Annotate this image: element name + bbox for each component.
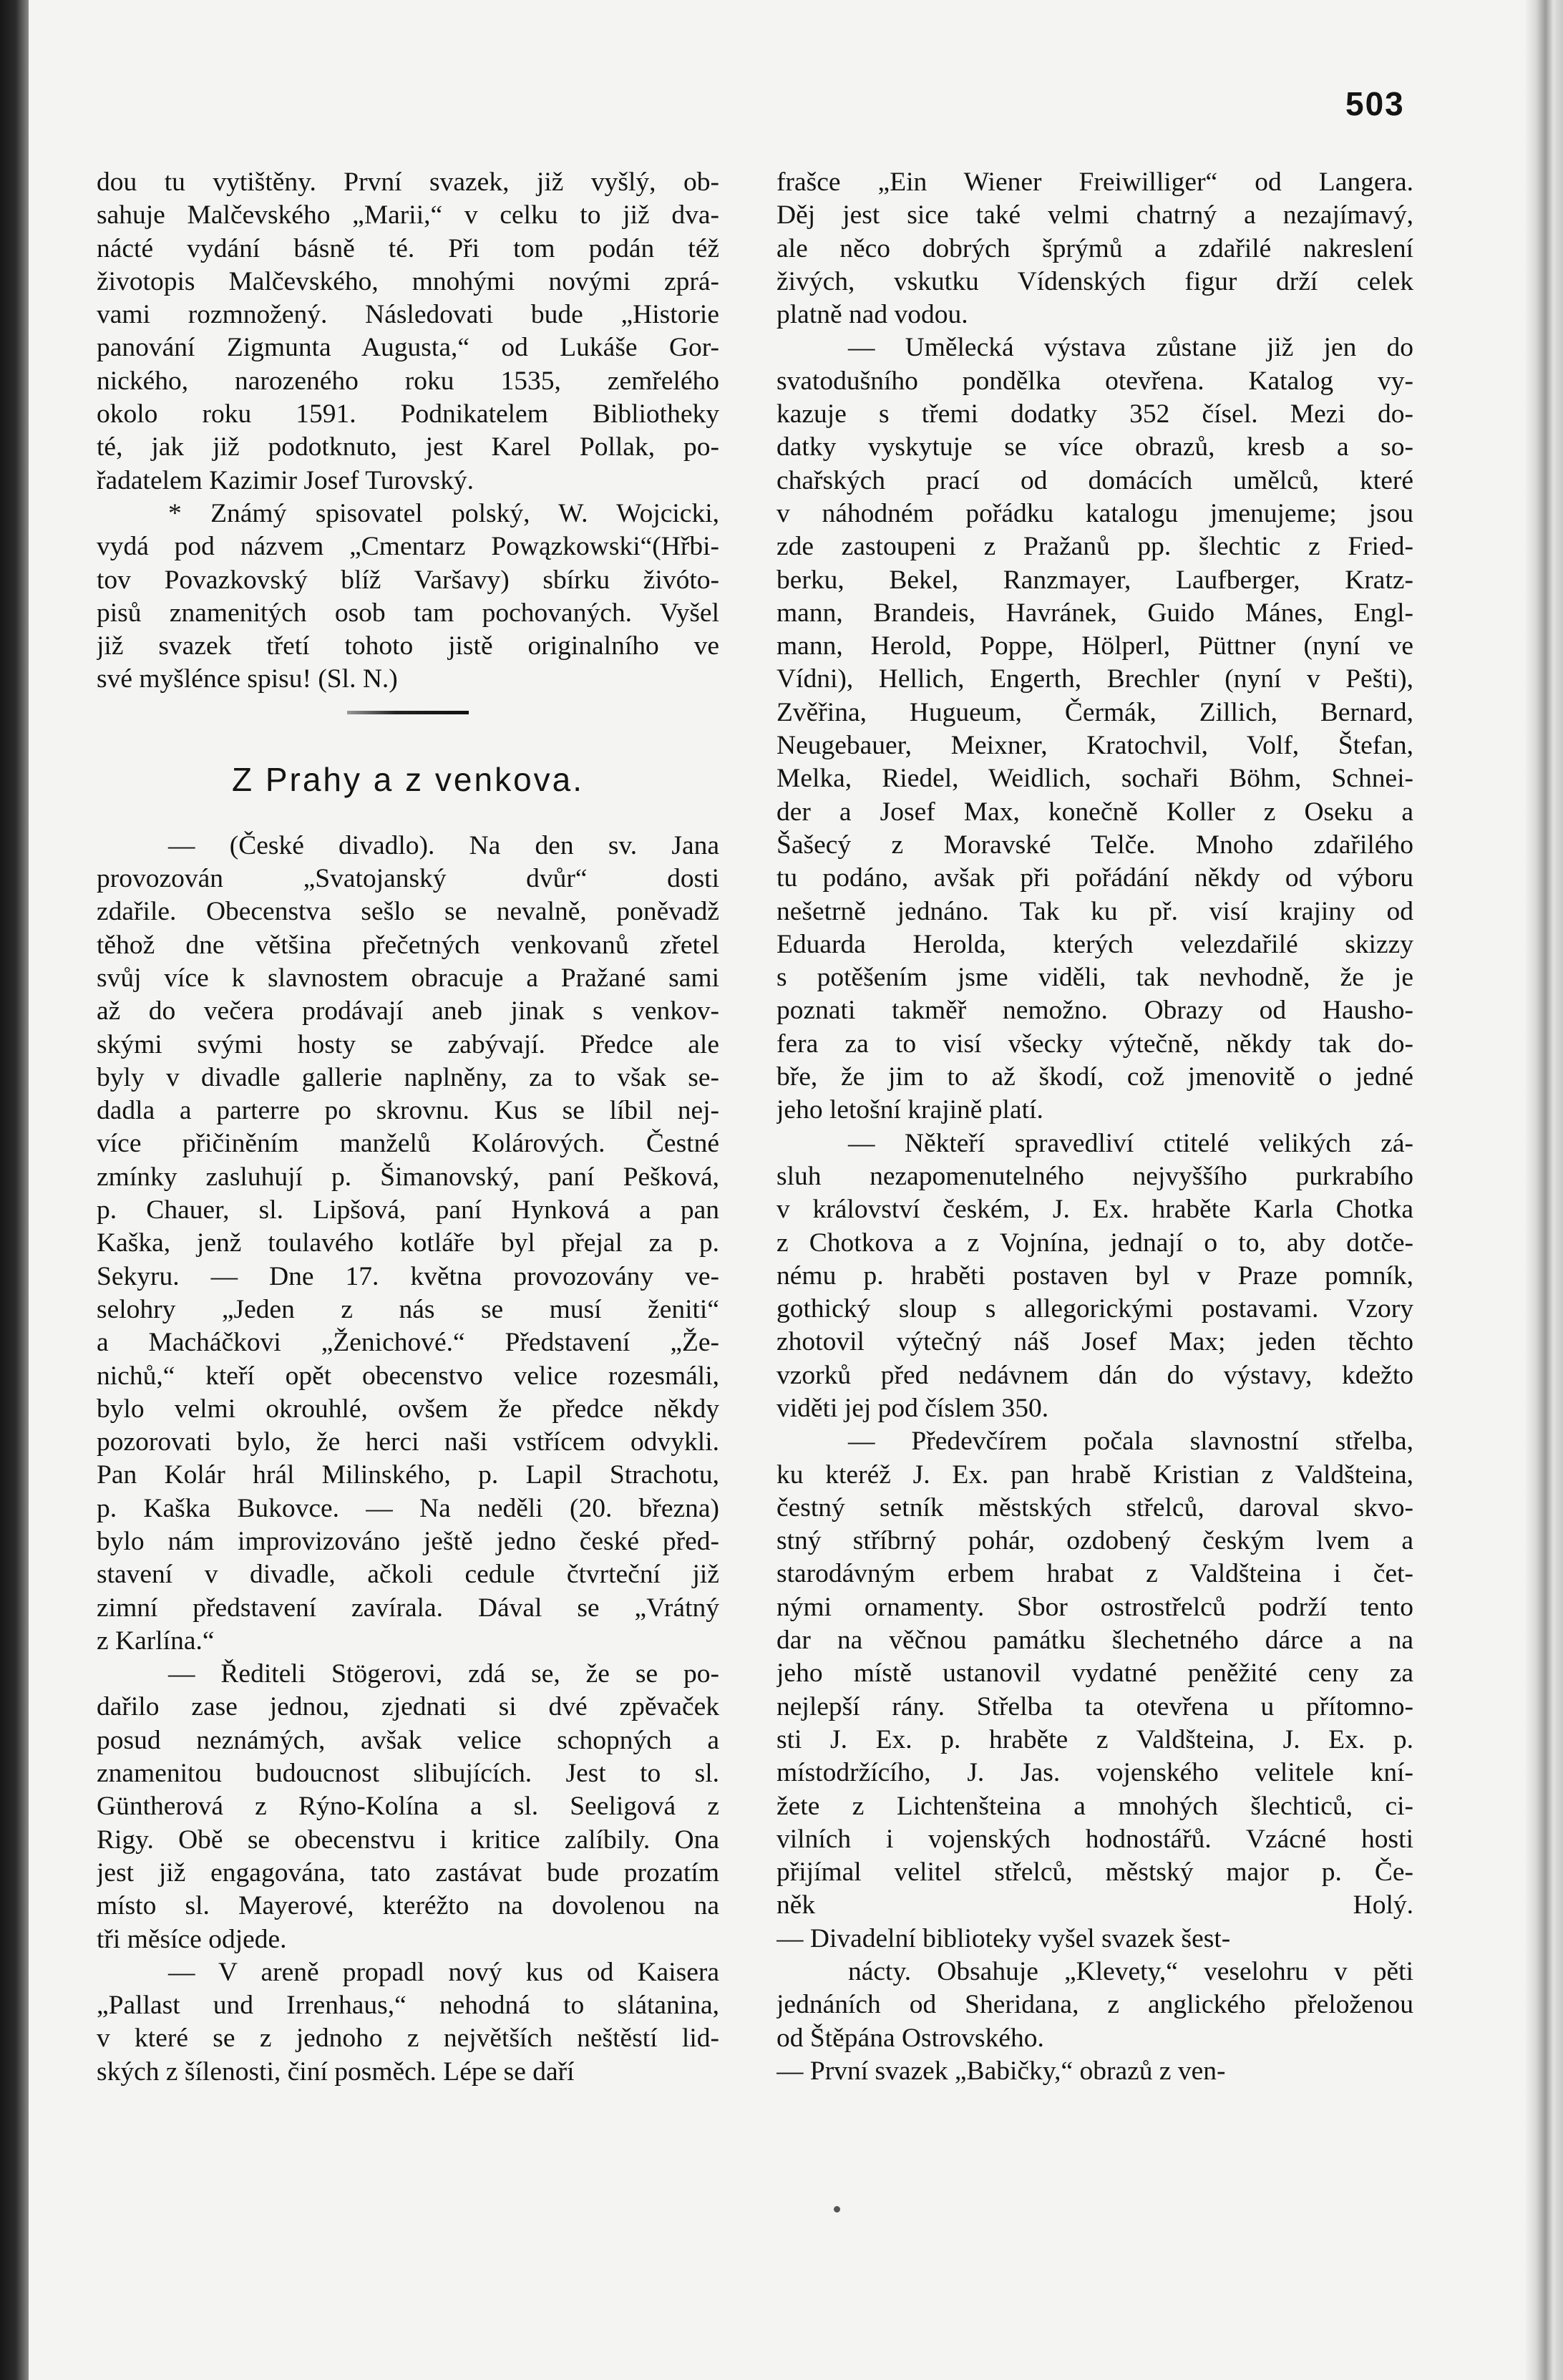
text-line: bylo nám improvizováno ještě jedno české před-: [97, 1526, 719, 1556]
text-line: fera za to visí všecky výtečně, někdy tak do-: [776, 1029, 1413, 1059]
text-line: zdařile. Obecenstva sešlo se nevalně, poněvadž: [97, 897, 719, 927]
text-line: a Macháčkovi „Ženichové.“ Představení „Že-: [97, 1328, 719, 1358]
text-line: té, jak již podotknuto, jest Karel Pollak, po-: [97, 432, 719, 462]
text-line: berku, Bekel, Ranzmayer, Laufberger, Kratz-: [776, 565, 1413, 595]
text-line: mann, Brandeis, Havránek, Guido Mánes, Engl-: [776, 598, 1413, 628]
text-line: tov Povazkovský blíž Varšavy) sbírku živóto-: [97, 565, 719, 595]
text-line: p. Chauer, sl. Lipšová, paní Hynková a pan: [97, 1195, 719, 1225]
text-line: sahuje Malčevského „Marii,“ v celku to již dva-: [97, 200, 719, 230]
text-line: pisů znamenitých osob tam pochovaných. Vyšel: [97, 598, 719, 628]
text-line: — Divadelní biblioteky vyšel svazek šest-: [776, 1923, 1231, 1953]
text-line: chařských prací od domácích umělců, které: [776, 465, 1413, 495]
text-line: místo sl. Mayerové, kteréžto na dovolenou na: [97, 1891, 719, 1921]
text-line: Melka, Riedel, Weidlich, sochaři Böhm, Schnei-: [776, 764, 1413, 794]
text-line: provozován „Svatojanský dvůr“ dosti: [97, 864, 719, 894]
section-separator-rule: [97, 696, 719, 729]
text-line: stný stříbrný pohár, ozdobený českým lvem a: [776, 1526, 1413, 1556]
book-spine-shadow: [0, 0, 29, 2380]
text-line: živých, vskutku Vídenských figur drží celek: [776, 266, 1413, 296]
text-line: sti J. Ex. p. hraběte z Valdšteina, J. Ex. p.: [776, 1724, 1413, 1754]
text-line: jeho místě ustanovil vydatné peněžité ceny za: [776, 1658, 1413, 1689]
text-line: zimní představení zavírala. Dával se „Vrátný: [97, 1593, 719, 1623]
text-line: nácté vydání básně té. Při tom podán též: [97, 233, 719, 263]
text-line: čestný setník městských střelců, daroval skvo-: [776, 1492, 1413, 1522]
text-line: gothický sloup s allegorickými postavami. Vzory: [776, 1294, 1413, 1324]
text-line: již svazek třetí tohoto jistě originalního ve: [97, 631, 719, 661]
text-line: starodávným erbem hrabat z Valdšteina i čet-: [776, 1559, 1413, 1589]
text-line: životopis Malčevského, mnohými novými zprá-: [97, 266, 719, 296]
text-line: — V areně propadl nový kus od Kaisera: [168, 1957, 719, 1987]
text-line: pozorovati bylo, že herci naši vstřícem odvykli.: [97, 1427, 719, 1457]
text-line: nichů,“ kteří opět obecenstvo velice rozesmáli,: [97, 1361, 719, 1391]
text-line: jest již engagována, tato zastávat bude prozatím: [97, 1857, 719, 1888]
text-line: svůj více k slavnostem obracuje a Pražané sami: [97, 963, 719, 993]
text-line: frašce „Ein Wiener Freiwilliger“ od Langera.: [776, 167, 1413, 197]
text-line: Rigy. Obě se obecenstvu i kritice zalíbily. Ona: [97, 1825, 719, 1855]
text-line: kazuje s třemi dodatky 352 čísel. Mezi do-: [776, 399, 1413, 429]
text-line: nácty. Obsahuje „Klevety,“ veselohru v pěti: [848, 1957, 1413, 1987]
left-column: [97, 166, 719, 2089]
text-line: nými ornamenty. Sbor ostrostřelců podrží tento: [776, 1592, 1413, 1622]
text-line: něk Holý.: [776, 1890, 1413, 1920]
text-line: místodržícího, J. Jas. vojenského velitele kní-: [776, 1758, 1413, 1788]
text-line: dar na věčnou památku šlechetného dárce a na: [776, 1626, 1413, 1656]
text-line: v království českém, J. Ex. hraběte Karla Chotka: [776, 1195, 1413, 1225]
text-line: vami rozmnožený. Následovati bude „Historie: [97, 300, 719, 330]
text-line: v náhodném pořádku katalogu jmenujeme; jsou: [776, 498, 1413, 528]
text-line: vzorků před nedávnem dán do výstavy, kdežto: [776, 1360, 1413, 1390]
text-line: žete z Lichtenšteina a mnohých šlechticů, ci-: [776, 1791, 1413, 1821]
page-edge-right: [1524, 0, 1563, 2380]
text-line: jeho letošní krajině platí.: [776, 1095, 1043, 1125]
text-line: Šašecý z Moravské Telče. Mnoho zdařilého: [776, 830, 1413, 860]
text-line: tu podáno, avšak při pořádání někdy od výboru: [776, 863, 1413, 893]
text-line: ských z šílenosti, činí posměch. Lépe se daří: [97, 2056, 575, 2087]
text-line: Vídni), Hellich, Engerth, Brechler (nyní v Pešti),: [776, 664, 1413, 694]
text-line: řadatelem Kazimir Josef Turovský.: [97, 465, 474, 495]
text-line: nického, narozeného roku 1535, zemřelého: [97, 366, 719, 396]
left-top-paragraphs: [97, 166, 719, 497]
section-heading: Z Prahy a z venkova.: [231, 760, 585, 798]
text-line: der a Josef Max, konečně Koller z Oseku a: [776, 797, 1413, 827]
text-line: od Štěpána Ostrovského.: [776, 2023, 1044, 2053]
text-line: bylo velmi okrouhlé, ovšem že předce někdy: [97, 1394, 719, 1424]
text-line: — První svazek „Babičky,“ obrazů z ven-: [776, 2056, 1226, 2086]
text-line: Děj jest sice také velmi chatrný a nezajímavý,: [776, 200, 1413, 230]
text-line: Neugebauer, Meixner, Kratochvil, Volf, Štefan,: [776, 731, 1413, 761]
text-line: ku kteréž J. Ex. pan hrabě Kristian z Valdšteina,: [776, 1459, 1413, 1490]
text-line: p. Kaška Bukovce. — Na neděli (20. března): [97, 1493, 719, 1523]
text-line: poznati takměř nemožno. Obrazy od Haushо-: [776, 996, 1413, 1026]
text-line: tři měsíce odjede.: [97, 1924, 287, 1954]
text-line: — Předevčírem počala slavnostní střelba,: [848, 1427, 1413, 1457]
text-line: — Umělecká výstava zůstane již jen do: [848, 333, 1413, 363]
text-line: nešetrně jednáno. Tak ku př. visí krajiny od: [776, 896, 1413, 926]
text-line: datky vyskytuje se více obrazů, kresb a so-: [776, 432, 1413, 462]
text-line: selohry „Jeden z nás se musí ženiti“: [97, 1294, 719, 1324]
text-line: mann, Herold, Poppe, Hölperl, Püttner (nyní ve: [776, 631, 1413, 661]
text-line: Eduarda Herolda, kterých velezdařilé skizzy: [776, 929, 1413, 959]
text-line: „Pallast und Irrenhaus,“ nehodná to slátanina,: [97, 1991, 719, 2021]
text-line: Sekyru. — Dne 17. května provozovány ve-: [97, 1261, 719, 1291]
text-line: stavení v divadle, ačkoli cedule čtvrteční již: [97, 1560, 719, 1590]
text-line: z Chotkova a z Vojnína, jednají o to, aby dotče-: [776, 1228, 1413, 1258]
text-line: byly v divadle gallerie naplněny, za to však se-: [97, 1062, 719, 1092]
text-line: — (České divadlo). Na den sv. Jana: [168, 830, 719, 860]
text-line: vydá pod názvem „Cmentarz Powązkowski“(Hřbi-: [97, 532, 719, 562]
text-line: Kaška, jenž toulavého kotláře byl přejal za p.: [97, 1228, 719, 1258]
section-heading-block: [97, 729, 719, 830]
text-line: až do večera prodávají aneb jinak s venkov-: [97, 996, 719, 1026]
text-line: svatodušního pondělka otevřena. Katalog vy-: [776, 366, 1413, 396]
text-line: bře, že jim to až škodí, což jmenovitě o jedné: [776, 1062, 1413, 1092]
text-line: více přičiněním manželů Kolárových. Čestné: [97, 1129, 719, 1159]
right-section-body: [776, 166, 1413, 2088]
text-line: Güntherová z Rýno-Kolína a sl. Seeligová z: [97, 1792, 719, 1822]
page-number: 503: [1345, 85, 1405, 122]
text-line: jednáních od Sheridana, z anglického přeložеnou: [776, 1990, 1413, 2020]
text-line: v které se z jednoho z největších neštěstí lid-: [97, 2024, 719, 2054]
text-line: panování Zigmunta Augusta,“ od Lukáše Gor-: [97, 333, 719, 363]
text-line: znamenitou budoucnost slibujících. Jest to sl.: [97, 1759, 719, 1789]
text-line: ale něco dobrých šprýmů a zdařilé nakreslení: [776, 233, 1413, 263]
text-line: zde zastoupeni z Pražanů pp. šlechtic z Fried-: [776, 532, 1413, 562]
left-section-body: [97, 830, 719, 2089]
text-line: nému p. hraběti postaven byl v Praze pomník,: [776, 1261, 1413, 1291]
text-line: těhož dne většina přečetných venkovanů zřetel: [97, 930, 719, 960]
text-line: zmínky zasluhují p. Šimanovský, paní Pešková,: [97, 1162, 719, 1192]
text-line: vilních i vojenských hodnostářů. Vzácné hosti: [776, 1824, 1413, 1854]
text-line: Pan Kolár hrál Milinského, p. Lapil Strachotu,: [97, 1460, 719, 1490]
text-line: viděti jej pod číslem 350.: [776, 1393, 1049, 1423]
text-line: nejlepší rány. Střelba ta otevřena u přítomno-: [776, 1691, 1413, 1721]
text-line: dou tu vytištěny. První svazek, již vyšlý, ob-: [97, 167, 719, 197]
text-line: přijímal velitel střelců, městský major p. Če-: [776, 1857, 1413, 1888]
right-column: [776, 166, 1413, 2088]
text-line: * Známý spisovatel polský, W. Wojcicki,: [168, 498, 719, 528]
text-line: — Někteří spravedliví ctitelé velikých zá-: [848, 1128, 1413, 1158]
text-line: s potěšením jsme viděli, tak nevhodně, že je: [776, 963, 1413, 993]
text-line: zhotovil výtečný náš Josef Max; jeden těchto: [776, 1327, 1413, 1357]
text-line: skými svými hosty se zabývají. Předce ale: [97, 1029, 719, 1059]
text-line: své myšlénce spisu! (Sl. N.): [97, 664, 398, 694]
text-line: sluh nezapomenutelného nejvyššího purkrabího: [776, 1161, 1413, 1191]
text-line: z Karlína.“: [97, 1626, 215, 1656]
left-news-item: [97, 497, 719, 696]
text-line: okolo roku 1591. Podnikatelem Bibliotheky: [97, 399, 719, 429]
text-line: platně nad vodou.: [776, 300, 968, 330]
text-line: dařilo zase jednou, zjednati si dvé zpěvaček: [97, 1692, 719, 1722]
text-line: — Řediteli Stögerovi, zdá se, že se po-: [168, 1659, 719, 1689]
ink-speck: [834, 2206, 840, 2213]
text-line: posud neznámých, avšak velice schopných a: [97, 1725, 719, 1755]
text-line: Zvěřina, Hugueum, Čermák, Zillich, Bernard,: [776, 697, 1413, 727]
text-line: dadla a parterre po skrovnu. Kus se líbil nej-: [97, 1096, 719, 1126]
